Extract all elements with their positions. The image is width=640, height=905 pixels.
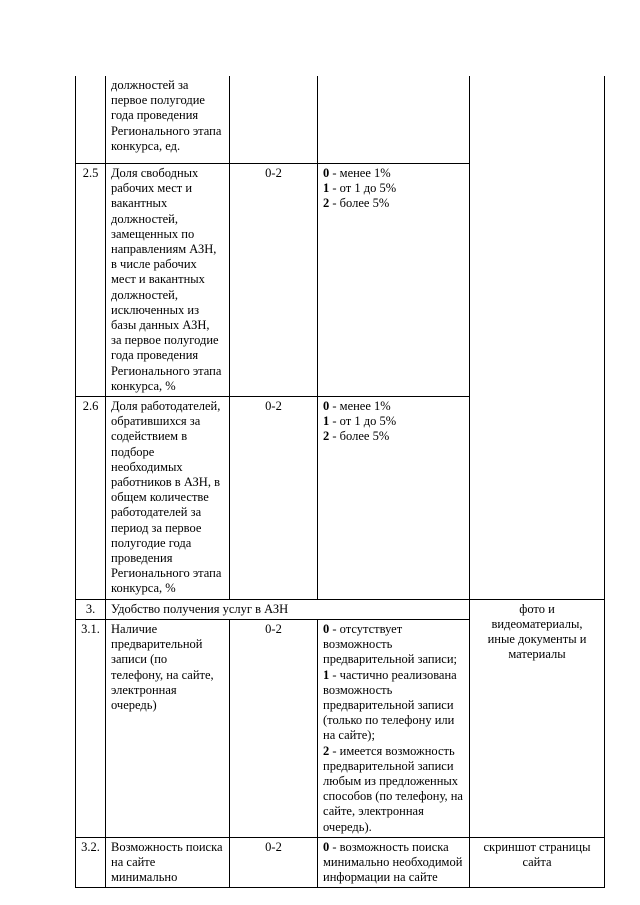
criteria-line: очередь). bbox=[323, 819, 372, 834]
text-line: скриншот страницы bbox=[483, 839, 591, 854]
criteria-line: 0 - менее 1% bbox=[323, 166, 391, 180]
indicator-cell bbox=[106, 837, 230, 888]
score-value: 2 bbox=[323, 429, 330, 444]
text-line: минимально bbox=[111, 870, 178, 885]
text-line: года проведения bbox=[111, 108, 199, 123]
text-line: Регионального этапа bbox=[111, 363, 222, 378]
score-value: 1 bbox=[323, 181, 330, 196]
indicator-cell bbox=[106, 619, 230, 837]
text-line: материалы bbox=[508, 647, 566, 662]
text-line: замещенных по bbox=[111, 226, 195, 241]
row-number: 3. bbox=[76, 599, 106, 619]
score-cell: 0-2 bbox=[230, 619, 318, 837]
text-line: сайта bbox=[522, 854, 552, 869]
criteria-line: 0 - менее 1% bbox=[323, 399, 391, 414]
score-value: 1 bbox=[323, 667, 330, 682]
proof-cell bbox=[470, 599, 605, 837]
text-line: должностей, bbox=[111, 211, 178, 226]
text-line: работников в АЗН, в bbox=[111, 475, 220, 490]
criteria-line: 2 - более 5% bbox=[323, 196, 390, 211]
score-value: 0 bbox=[323, 399, 330, 414]
criteria-line: способов (по телефону, на bbox=[323, 789, 463, 804]
text-line: обратившихся за bbox=[111, 414, 201, 429]
text-line: Возможность поиска bbox=[111, 839, 223, 854]
row-number: 3.2. bbox=[76, 837, 106, 888]
text-line: необходимых bbox=[111, 459, 183, 474]
table-row bbox=[76, 76, 605, 164]
criteria-line: возможность bbox=[323, 682, 393, 697]
criteria-line: минимально необходимой bbox=[323, 854, 463, 869]
indicator-cell bbox=[106, 397, 230, 600]
row-number: 2.5 bbox=[76, 164, 106, 397]
text-line: должностей, bbox=[111, 287, 178, 302]
criteria-cell bbox=[318, 837, 470, 888]
text-line: Наличие bbox=[111, 621, 158, 636]
proof-cell bbox=[470, 76, 605, 599]
text-line: телефону, на сайте, bbox=[111, 667, 214, 682]
section-title: Удобство получения услуг в АЗН bbox=[106, 599, 470, 619]
indicator-cell bbox=[106, 76, 230, 164]
row-number: 3.1. bbox=[76, 619, 106, 837]
criteria-cell bbox=[318, 397, 470, 600]
criteria-line: 0 - возможность поиска bbox=[323, 839, 449, 854]
text-line: проведения bbox=[111, 551, 173, 566]
score-value: 1 bbox=[323, 414, 330, 429]
criteria-line: 0 - отсутствует bbox=[323, 621, 403, 636]
text-line: Доля свободных bbox=[111, 166, 199, 180]
text-line: видеоматериалы, bbox=[491, 616, 583, 631]
criteria-cell bbox=[318, 76, 470, 164]
text-line: за первое полугодие bbox=[111, 333, 219, 348]
row-number: 2.6 bbox=[76, 397, 106, 600]
text-line: очередь) bbox=[111, 697, 157, 712]
criteria-cell bbox=[318, 164, 470, 397]
text-line: полугодие года bbox=[111, 535, 192, 550]
criteria-line: предварительной записи; bbox=[323, 652, 458, 667]
score-cell bbox=[230, 76, 318, 164]
criteria-line: (только по телефону или bbox=[323, 713, 455, 728]
score-cell: 0-2 bbox=[230, 164, 318, 397]
text-line: Доля работодателей, bbox=[111, 399, 221, 414]
criteria-line: на сайте); bbox=[323, 728, 375, 743]
criteria-line: предварительной записи bbox=[323, 697, 454, 712]
text-line: конкурса, % bbox=[111, 378, 176, 393]
criteria-line: сайте, электронная bbox=[323, 804, 424, 819]
text-line: должностей за bbox=[111, 78, 189, 92]
text-line: общем количестве bbox=[111, 490, 209, 505]
text-line: направлениям АЗН, bbox=[111, 242, 217, 257]
table-row bbox=[76, 837, 605, 888]
text-line: первое полугодие bbox=[111, 93, 205, 108]
text-line: конкурса, ед. bbox=[111, 138, 181, 153]
text-line: работодателей за bbox=[111, 505, 202, 520]
criteria-line: 1 - от 1 до 5% bbox=[323, 414, 397, 429]
text-line: период за первое bbox=[111, 520, 202, 535]
section-row bbox=[76, 599, 605, 619]
text-line: электронная bbox=[111, 682, 177, 697]
criteria-line: возможность bbox=[323, 637, 393, 652]
text-line: предварительной bbox=[111, 637, 203, 652]
criteria-line: любым из предложенных bbox=[323, 773, 459, 788]
score-value: 2 bbox=[323, 743, 330, 758]
score-value: 0 bbox=[323, 621, 330, 636]
score-value: 0 bbox=[323, 166, 330, 180]
text-line: в числе рабочих bbox=[111, 257, 197, 272]
criteria-line: 2 - имеется возможность bbox=[323, 743, 455, 758]
criteria-line: предварительной записи bbox=[323, 758, 454, 773]
text-line: Регионального этапа bbox=[111, 566, 222, 581]
text-line: подборе bbox=[111, 444, 155, 459]
proof-cell bbox=[470, 837, 605, 888]
criteria-table bbox=[75, 76, 605, 888]
criteria-line: информации на сайте bbox=[323, 870, 438, 885]
text-line: вакантных bbox=[111, 196, 168, 211]
text-line: конкурса, % bbox=[111, 581, 176, 596]
score-cell: 0-2 bbox=[230, 397, 318, 600]
text-line: фото и bbox=[519, 601, 555, 616]
text-line: базы данных АЗН, bbox=[111, 318, 210, 333]
text-line: Регионального этапа bbox=[111, 123, 222, 138]
indicator-cell bbox=[106, 164, 230, 397]
text-line: иные документы и bbox=[487, 632, 587, 647]
criteria-line: 2 - более 5% bbox=[323, 429, 390, 444]
text-line: записи (по bbox=[111, 652, 168, 667]
text-line: мест и вакантных bbox=[111, 272, 205, 287]
criteria-cell bbox=[318, 619, 470, 837]
text-line: года проведения bbox=[111, 348, 199, 363]
criteria-line: 1 - от 1 до 5% bbox=[323, 181, 397, 196]
score-value: 0 bbox=[323, 839, 330, 854]
row-number bbox=[76, 76, 106, 164]
score-cell: 0-2 bbox=[230, 837, 318, 888]
text-line: на сайте bbox=[111, 854, 156, 869]
score-value: 2 bbox=[323, 196, 330, 211]
criteria-line: 1 - частично реализована bbox=[323, 667, 457, 682]
text-line: содействием в bbox=[111, 429, 188, 444]
text-line: рабочих мест и bbox=[111, 181, 193, 196]
text-line: исключенных из bbox=[111, 302, 200, 317]
